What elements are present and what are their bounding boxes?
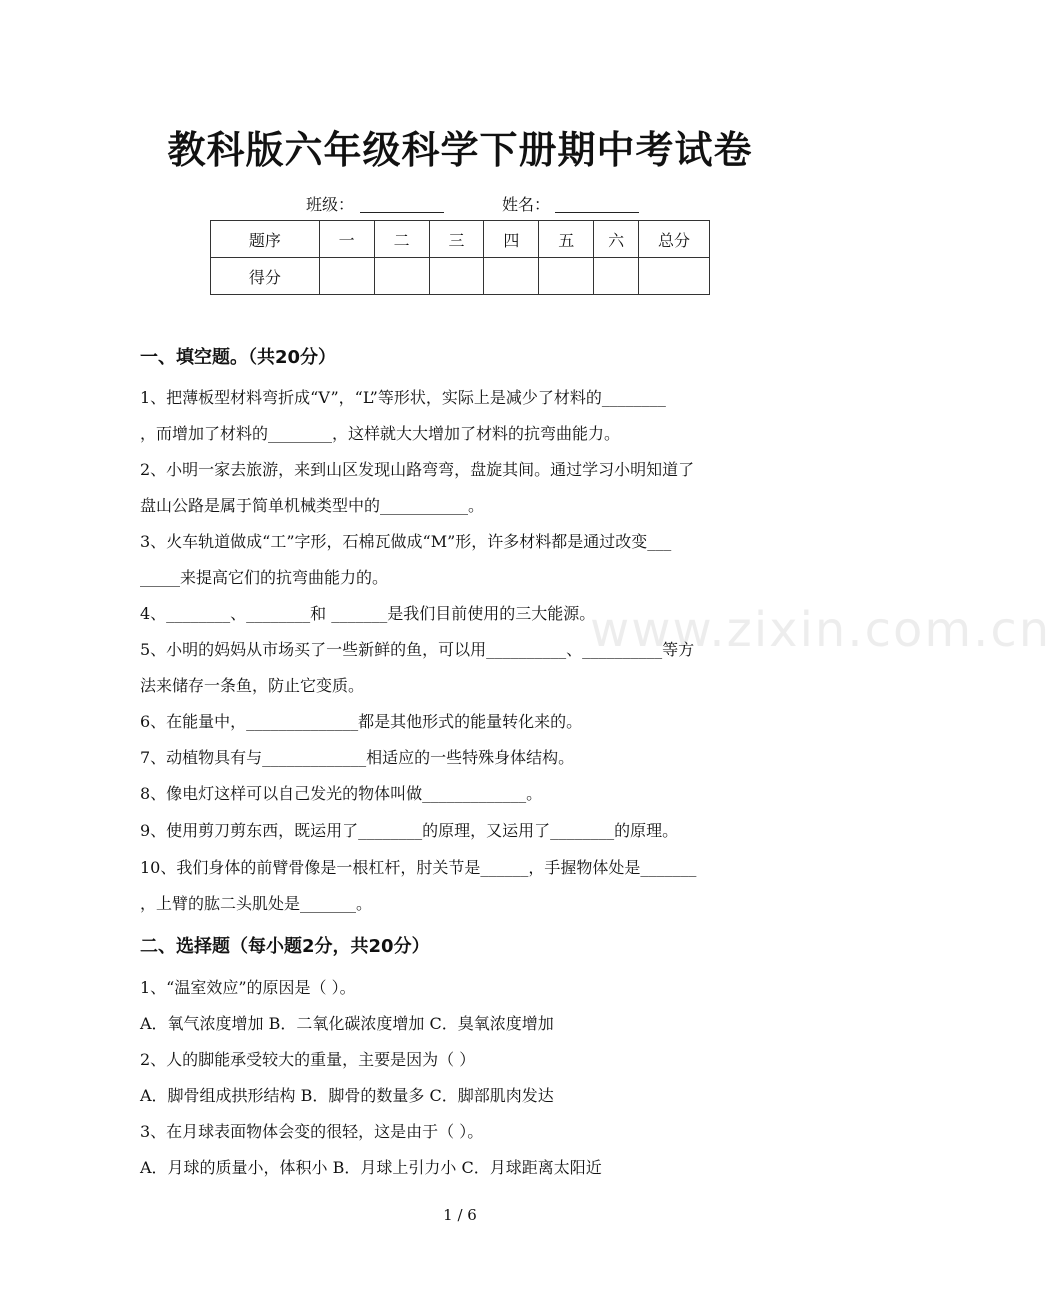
header-cell: 五 xyxy=(539,221,594,258)
option-line: A．脚骨组成拱形结构 B．脚骨的数量多 C．脚部肌肉发达 xyxy=(140,1086,554,1105)
header-cell: 六 xyxy=(594,221,639,258)
question-line: 2、小明一家去旅游，来到山区发现山路弯弯，盘旋其间。通过学习小明知道了 xyxy=(140,460,695,479)
question-line: 4、________、________和 _______是我们目前使用的三大能源。 xyxy=(140,604,596,623)
header-cell: 题序 xyxy=(211,221,320,258)
page-number: 1 / 6 xyxy=(443,1206,477,1224)
name-label: 姓名： xyxy=(502,195,551,214)
name-blank[interactable] xyxy=(555,212,639,213)
class-label: 班级： xyxy=(306,195,355,214)
header-cell: 四 xyxy=(484,221,539,258)
question-line: 法来储存一条鱼，防止它变质。 xyxy=(140,676,365,695)
score-row-label: 得分 xyxy=(211,258,320,295)
score-cell[interactable] xyxy=(429,258,484,295)
score-table-header-row xyxy=(211,221,710,258)
question-line: ，上臂的肱二头肌处是_______。 xyxy=(140,894,373,913)
score-cell[interactable] xyxy=(539,258,594,295)
question-line: 1、把薄板型材料弯折成“V”，“L”等形状，实际上是减少了材料的________ xyxy=(140,388,666,407)
watermark: www.zixin.com.cn xyxy=(590,602,1051,658)
question-line: 1、“温室效应”的原因是（ ）。 xyxy=(140,978,356,997)
student-info xyxy=(0,192,920,214)
option-line: A．氧气浓度增加 B．二氧化碳浓度增加 C．臭氧浓度增加 xyxy=(140,1014,554,1033)
header-cell: 三 xyxy=(429,221,484,258)
header-cell: 一 xyxy=(319,221,374,258)
page-title: 教科版六年级科学下册期中考试卷 xyxy=(167,128,753,172)
score-table xyxy=(210,220,710,295)
header-cell: 二 xyxy=(374,221,429,258)
score-cell[interactable] xyxy=(374,258,429,295)
option-line: A．月球的质量小，体积小 B．月球上引力小 C．月球距离太阳近 xyxy=(140,1158,602,1177)
question-line: 9、使用剪刀剪东西，既运用了________的原理，又运用了________的原理。 xyxy=(140,821,679,840)
question-line: ，而增加了材料的________，这样就大大增加了材料的抗弯曲能力。 xyxy=(140,424,621,443)
score-cell[interactable] xyxy=(594,258,639,295)
score-cell[interactable] xyxy=(319,258,374,295)
question-line: 2、人的脚能承受较大的重量，主要是因为（ ） xyxy=(140,1050,476,1069)
question-line: 8、像电灯这样可以自己发光的物体叫做_____________。 xyxy=(140,784,543,803)
question-line: _____来提高它们的抗弯曲能力的。 xyxy=(140,568,389,587)
question-line: 3、在月球表面物体会变的很轻，这是由于（ ）。 xyxy=(140,1122,484,1141)
question-line: 10、我们身体的前臂骨像是一根杠杆，肘关节是______，手握物体处是_______ xyxy=(140,858,697,877)
question-line: 7、动植物具有与_____________相适应的一些特殊身体结构。 xyxy=(140,748,575,767)
header-cell: 总分 xyxy=(639,221,710,258)
question-line: 3、火车轨道做成“工”字形，石棉瓦做成“M”形，许多材料都是通过改变___ xyxy=(140,532,672,551)
score-table-score-row xyxy=(211,258,710,295)
section2-heading: 二、选择题（每小题2分，共20分） xyxy=(140,936,430,957)
score-cell[interactable] xyxy=(639,258,710,295)
class-blank[interactable] xyxy=(360,212,444,213)
score-cell[interactable] xyxy=(484,258,539,295)
section1-heading: 一、填空题。（共20分） xyxy=(140,347,337,368)
question-line: 盘山公路是属于简单机械类型中的___________。 xyxy=(140,496,485,515)
question-line: 6、在能量中，______________都是其他形式的能量转化来的。 xyxy=(140,712,583,731)
question-line: 5、小明的妈妈从市场买了一些新鲜的鱼，可以用__________、__________等方 xyxy=(140,640,695,659)
